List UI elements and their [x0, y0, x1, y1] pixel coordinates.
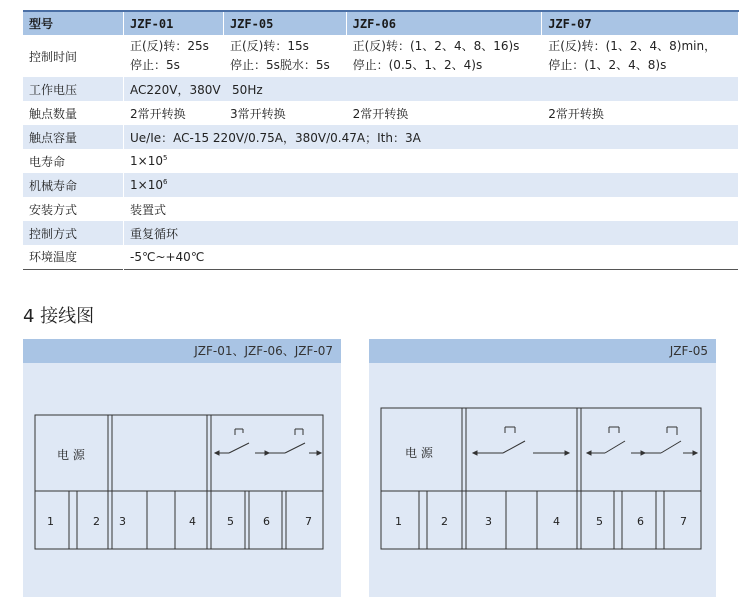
- terminal-5: 5: [227, 515, 234, 528]
- row-mount: [23, 197, 739, 221]
- cell-value: -5℃~+40℃: [124, 245, 739, 269]
- switch-contact-icon: [587, 427, 645, 455]
- cell-value: Ue/Ie：AC-15 220V/0.75A，380V/0.47A；Ith：3A: [124, 125, 739, 149]
- row-label: 环境温度: [23, 245, 124, 269]
- row-contacts: [23, 101, 739, 125]
- switch-contact-icon: [645, 427, 697, 455]
- wiring-diagram-1: [23, 339, 341, 597]
- cell-value: 装置式: [124, 197, 739, 221]
- switch-contact-icon: [473, 427, 569, 455]
- terminal-7: 7: [305, 515, 312, 528]
- wiring-diagram-2: [369, 339, 716, 597]
- row-label: 触点数量: [23, 101, 124, 125]
- row-temp: [23, 245, 739, 269]
- header-jzf07: JZF-07: [542, 11, 739, 35]
- switch-contact-icon: [269, 429, 321, 455]
- row-control-time: [23, 35, 739, 77]
- row-elec-life: [23, 149, 739, 173]
- row-label: 控制时间: [23, 35, 124, 77]
- power-label: 电 源: [57, 448, 85, 462]
- cell-value: 重复循环: [124, 221, 739, 245]
- cell-jzf07: 2常开转换: [542, 101, 739, 125]
- switch-contact-icon: [215, 429, 269, 455]
- cell-jzf05: 正(反)转：15s 停止：5s脱水：5s: [223, 35, 346, 77]
- row-label: 触点容量: [23, 125, 124, 149]
- terminal-5: 5: [596, 515, 603, 528]
- row-label: 安装方式: [23, 197, 124, 221]
- cell-jzf06: 2常开转换: [346, 101, 542, 125]
- cell-value: $1\times 10^6$: [124, 173, 739, 197]
- cell-value: $1\times 10^5$: [124, 149, 739, 173]
- cell-jzf05: 3常开转换: [223, 101, 346, 125]
- terminal-6: 6: [263, 515, 270, 528]
- power-label: 电 源: [405, 446, 433, 460]
- row-label: 电寿命: [23, 149, 124, 173]
- terminal-4: 4: [189, 515, 196, 528]
- terminal-1: 1: [47, 515, 54, 528]
- terminal-2: 2: [441, 515, 448, 528]
- terminal-3: 3: [485, 515, 492, 528]
- header-jzf06: JZF-06: [346, 11, 542, 35]
- cell-jzf07: 正(反)转：(1、2、4、8)min， 停止：(1、2、4、8)s: [542, 35, 739, 77]
- row-ctrl-mode: [23, 221, 739, 245]
- terminal-6: 6: [637, 515, 644, 528]
- cell-jzf01: 2常开转换: [124, 101, 224, 125]
- diagram-1-svg: [23, 363, 341, 597]
- relay-outline: [35, 415, 323, 549]
- header-jzf05: JZF-05: [223, 11, 346, 35]
- diagram-title: JZF-01、JZF-06、JZF-07: [23, 339, 341, 363]
- row-label: 控制方式: [23, 221, 124, 245]
- cell-jzf01: 正(反)转：25s 停止：5s: [124, 35, 224, 77]
- diagram-title: JZF-05: [369, 339, 716, 363]
- row-label: 工作电压: [23, 77, 124, 101]
- spec-header-row: [23, 11, 739, 35]
- cell-jzf06: 正(反)转：(1、2、4、8、16)s 停止：(0.5、1、2、4)s: [346, 35, 542, 77]
- header-model: 型号: [23, 11, 124, 35]
- row-mech-life: [23, 173, 739, 197]
- row-label: 机械寿命: [23, 173, 124, 197]
- terminal-3: 3: [119, 515, 126, 528]
- terminal-2: 2: [93, 515, 100, 528]
- header-jzf01: JZF-01: [124, 11, 224, 35]
- row-voltage: [23, 77, 739, 101]
- terminal-1: 1: [395, 515, 402, 528]
- relay-outline: [381, 408, 701, 549]
- cell-value: AC220V，380V 50Hz: [124, 77, 739, 101]
- terminal-4: 4: [553, 515, 560, 528]
- terminal-7: 7: [680, 515, 687, 528]
- section-title: 4 接线图: [23, 306, 95, 327]
- spec-table: [23, 10, 739, 270]
- row-capacity: [23, 125, 739, 149]
- diagram-2-svg: [369, 363, 716, 597]
